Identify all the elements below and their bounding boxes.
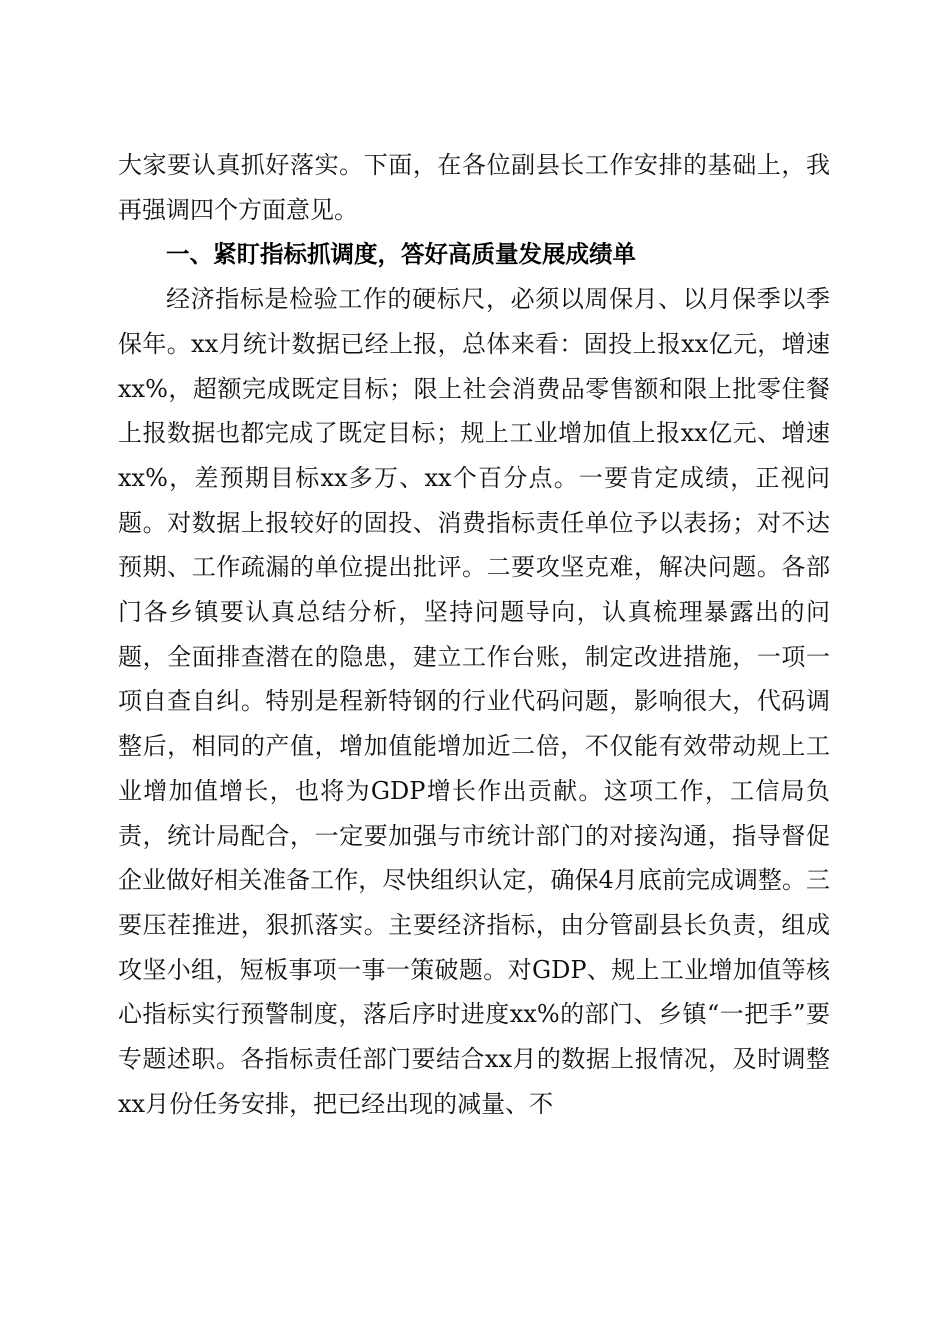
continuation-paragraph: 大家要认真抓好落实。下面，在各位副县长工作安排的基础上，我再强调四个方面意见。 xyxy=(118,151,830,224)
document-body xyxy=(118,143,830,1126)
section-heading: 一、紧盯指标抓调度，答好高质量发展成绩单 xyxy=(166,240,636,269)
body-paragraph: 经济指标是检验工作的硬标尺，必须以周保月、以月保季以季保年。xx月统计数据已经上报，总体来看：固投上报xx亿元，增速xx%，超额完成既定目标；限上社会消费品零售额和限上批零住餐上报数据也都完成了既定目标；规上工业增加值上报xx亿元、增速xx%，差预期目标xx多万、xx个百分点。一要肯定成绩，正视问题。对数据上报较好的固投、消费指标责任单位予以表扬；对不达预期、工作疏漏的单位提出批评。二要攻坚克难，解决问题。各部门各乡镇要认真总结分析，坚持问题导向，认真梳理暴露出的问题，全面排查潜在的隐患，建立工作台账，制定改进措施，一项一项自查自纠。特别是程新特钢的行业代码问题，影响很大，代码调整后，相同的产值，增加值能增加近二倍，不仅能有效带动规上工业增加值增长，也将为GDP增长作出贡献。这项工作，工信局负责，统计局配合，一定要加强与市统计部门的对接沟通，指导督促企业做好相关准备工作，尽快组织认定，确保4月底前完成调整。三要压茬推进，狠抓落实。主要经济指标，由分管副县长负责，组成攻坚小组，短板事项一事一策破题。对GDP、规上工业增加值等核心指标实行预警制度，落后序时进度xx%的部门、乡镇“一把手”要专题述职。各指标责任部门要结合xx月的数据上报情况，及时调整xx月份任务安排，把已经出现的减量、不 xyxy=(118,285,830,1118)
